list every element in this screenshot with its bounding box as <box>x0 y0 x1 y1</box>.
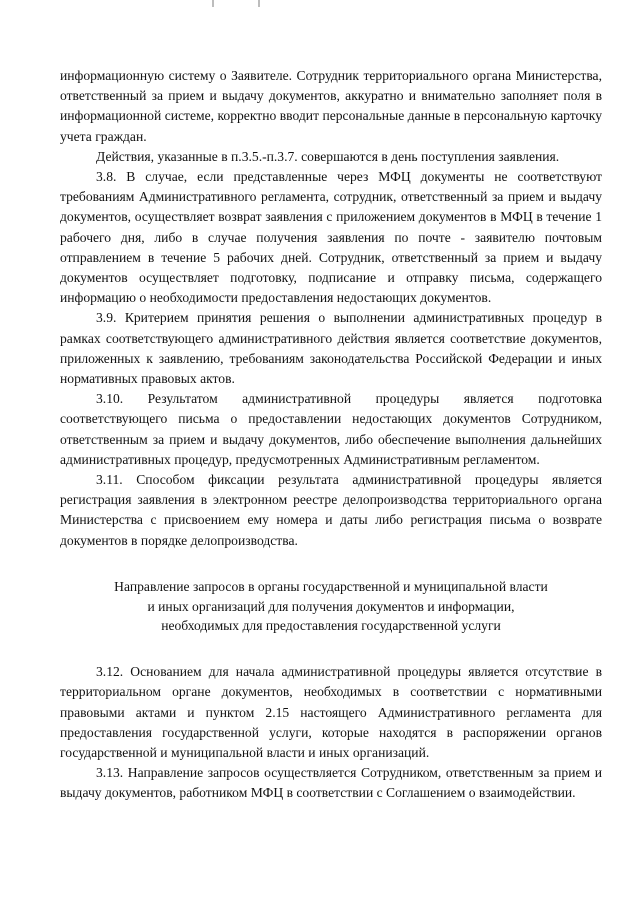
paragraph: 3.9. Критерием принятия решения о выполнении административных процедур в рамках соответствующего административного действия является соответствие документов, приложенных к заявлению, требованиям законодательства Российской Федерации и иных нормативных правовых актов. <box>60 310 602 387</box>
paragraph: 3.12. Основанием для начала административной процедуры является отсутствие в территориальном органе документов, необходимых в соответствии с нормативными правовыми актами и пунктом 2.15 настоящего Административного регламента для предоставления государственной услуги, которые находятся в распоряжении органов государственной и муниципальной власти и иных организаций. <box>60 664 602 761</box>
paragraph: 3.10. Результатом административной процедуры является подготовка соответствующего письма о предоставлении недостающих документов Сотрудником, ответственным за прием и выдачу документов, либо обеспечение выполнения дальнейших административных процедур, предусмотренных Административным регламентом. <box>60 391 602 467</box>
section-heading <box>60 577 602 636</box>
scan-mark <box>212 0 214 7</box>
paragraph: 3.11. Способом фиксации результата административной процедуры является регистрация заявления в электронном реестре делопроизводства территориального органа Министерства с присвоением ему номера и даты либо регистрация письма о возврате документов в порядке делопроизводства. <box>60 472 602 548</box>
heading-line-2: и иных организаций для получения документов и информации, <box>147 598 515 614</box>
document-body <box>60 66 602 804</box>
scan-edge-marks <box>0 0 631 8</box>
paragraph: 3.13. Направление запросов осуществляется Сотрудником, ответственным за прием и выдачу документов, работником МФЦ в соответствии с Соглашением о взаимодействии. <box>60 765 602 801</box>
heading-line-3: необходимых для предоставления государственной услуги <box>161 618 501 634</box>
paragraphs-top <box>60 66 602 551</box>
scan-mark <box>258 0 260 7</box>
paragraphs-bottom <box>60 662 602 803</box>
paragraph: информационную систему о Заявителе. Сотрудник территориального органа Министерства, ответственный за прием и выдачу документов, аккуратно и внимательно заполняет поля в информационной системе, корректно вводит персональные данные в персональную карточку учета граждан. <box>60 68 602 144</box>
heading-line-1: Направление запросов в органы государственной и муниципальной власти <box>114 578 548 594</box>
paragraph: 3.8. В случае, если представленные через МФЦ документы не соответствуют требованиям Административного регламента, сотрудник, ответственный за прием и выдачу документов, осуществляет возврат заявления с приложением документов в МФЦ в течение 1 рабочего дня, либо в случае получения заявления по почте - заявителю почтовым отправлением в течение 5 рабочих дней. Сотрудник, ответственный за прием и выдачу документов осуществляет подготовку, подписание и отправку письма, содержащего информацию о необходимости предоставления недостающих документов. <box>60 169 602 306</box>
paragraph: Действия, указанные в п.3.5.-п.3.7. совершаются в день поступления заявления. <box>96 148 560 164</box>
